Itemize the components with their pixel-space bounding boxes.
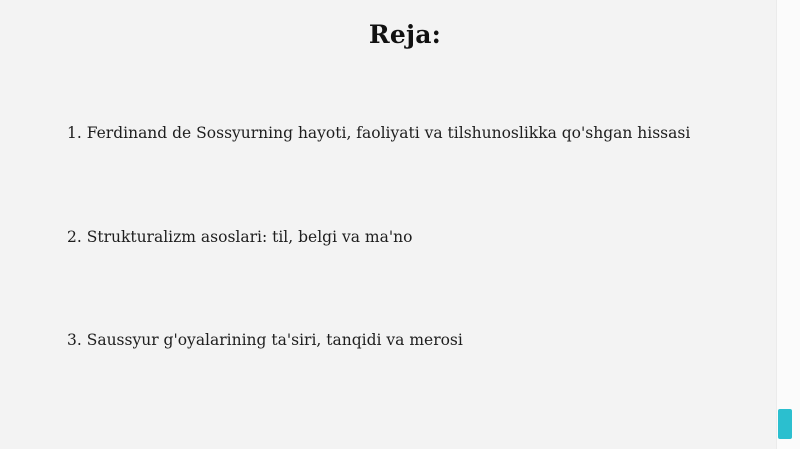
plan-item-3: 3. Saussyur g'oyalarining ta'siri, tanqidi va merosi [67, 331, 463, 349]
plan-item-1: 1. Ferdinand de Sossyurning hayoti, faoliyati va tilshunoslikka qo'shgan hissasi [67, 124, 691, 142]
scrollbar-thumb[interactable] [778, 409, 792, 439]
vertical-scrollbar[interactable] [776, 0, 800, 449]
plan-item-2: 2. Strukturalizm asoslari: til, belgi va ma'no [67, 228, 413, 246]
slide-title: Reja: [368, 20, 442, 49]
